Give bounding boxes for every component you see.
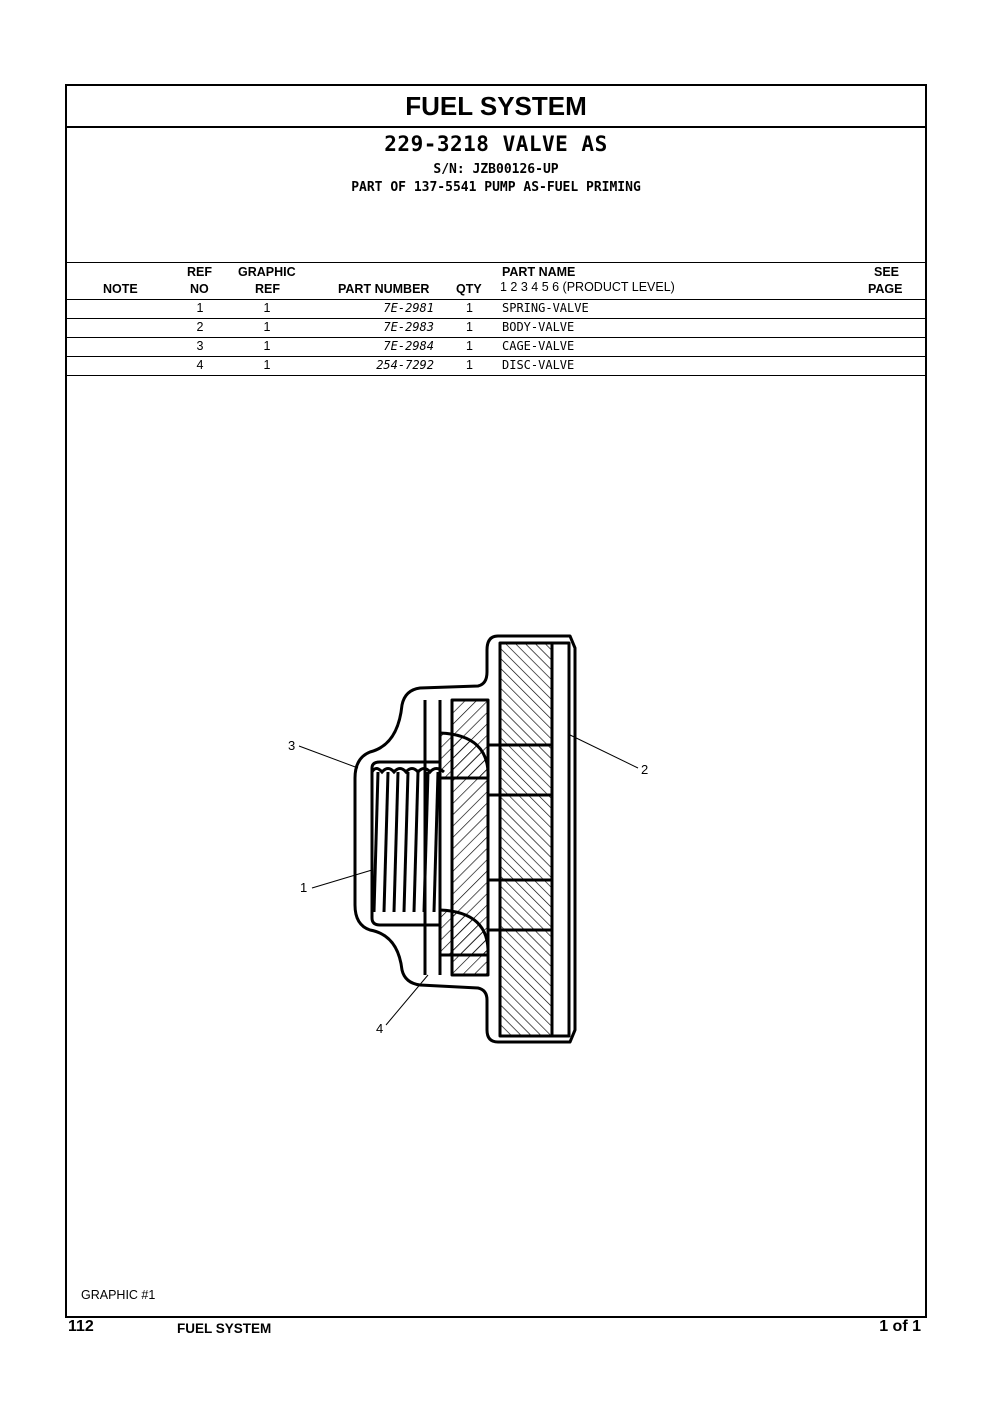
- assembly-title: 229-3218 VALVE AS: [384, 132, 608, 156]
- cell-part-name: SPRING-VALVE: [502, 301, 589, 315]
- cell-ref: 3: [196, 339, 204, 353]
- callout-2: 2: [641, 762, 649, 777]
- header-graphic-bottom: REF: [255, 282, 280, 296]
- cell-graphic-ref: 1: [263, 320, 271, 334]
- header-qty: QTY: [456, 282, 482, 296]
- header-see-top: SEE: [874, 265, 900, 279]
- header-ref-top: REF: [187, 265, 212, 279]
- cell-part-name: BODY-VALVE: [502, 320, 575, 334]
- header-part-name: PART NAME: [502, 265, 576, 279]
- cell-part-name: CAGE-VALVE: [502, 339, 575, 353]
- cell-part-number: 7E-2983: [383, 320, 434, 334]
- cell-part-number: 7E-2981: [383, 301, 434, 315]
- serial-number: S/N: JZB00126-UP: [433, 162, 559, 177]
- cell-graphic-ref: 1: [263, 301, 271, 315]
- cell-graphic-ref: 1: [263, 339, 271, 353]
- cell-graphic-ref: 1: [263, 358, 271, 372]
- header-product-level: 1 2 3 4 5 6 (PRODUCT LEVEL): [500, 280, 675, 294]
- cell-ref: 4: [196, 358, 204, 372]
- cell-qty: 1: [466, 358, 473, 372]
- cell-part-number: 7E-2984: [383, 339, 434, 353]
- header-graphic-top: GRAPHIC: [238, 265, 296, 279]
- footer-page-of: 1 of 1: [879, 1318, 921, 1335]
- header-ref-bottom: NO: [190, 282, 209, 296]
- footer-page-number: 112: [68, 1318, 94, 1335]
- header-see-bottom: PAGE: [868, 282, 903, 296]
- cell-ref: 2: [196, 320, 204, 334]
- part-of-line: PART OF 137-5541 PUMP AS-FUEL PRIMING: [351, 180, 641, 195]
- callout-3: 3: [288, 738, 296, 753]
- callout-1: 1: [300, 880, 308, 895]
- graphic-label: GRAPHIC #1: [81, 1288, 156, 1302]
- cell-qty: 1: [466, 320, 473, 334]
- section-title: FUEL SYSTEM: [67, 86, 925, 128]
- cell-qty: 1: [466, 301, 473, 315]
- cell-part-number: 254-7292: [376, 358, 434, 372]
- cell-part-name: DISC-VALVE: [502, 358, 575, 372]
- footer-section: FUEL SYSTEM: [177, 1321, 272, 1336]
- header-part-number: PART NUMBER: [338, 282, 430, 296]
- cell-ref: 1: [196, 301, 204, 315]
- callout-4: 4: [376, 1021, 384, 1036]
- cell-qty: 1: [466, 339, 473, 353]
- header-note: NOTE: [103, 282, 138, 296]
